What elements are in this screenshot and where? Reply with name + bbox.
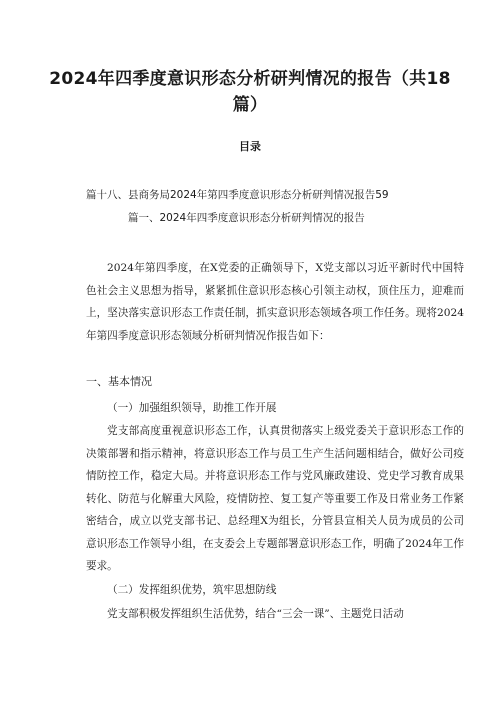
toc-heading: 目录 [239, 140, 261, 153]
body-paragraph: 党支部高度重视意识形态工作，认真贯彻落实上级党委关于意识形态工作的决策部署和指示精神，将意识形态工作与员工生产生活问题相结合，做好公司疫情防控工作，稳定大局。并将意识形态工作与党风廉政建设、党史学习教育成果转化、防范与化解重大风险，疫情防控、复工复产等重要工作及日常业务工作紧密结合，成立以党支部书记、总经理X为组长，分管县宣相关人员为成员的公司意识形态工作领导小组，在支委会上专题部署意识形态工作，明确了2024年工作要求。 [86, 425, 464, 572]
section-heading: 一、基本情况 [86, 375, 152, 388]
body-paragraph: 党支部积极发挥组织生活优势，结合“三会一课”、主题党日活动 [107, 608, 404, 620]
toc-entry[interactable]: 篇一、2024年四季度意识形态分析研判情况的报告 [128, 212, 365, 224]
intro-paragraph: 2024年第四季度，在X党委的正确领导下，X党支部以习近平新时代中国特色社会主义思想为指导，紧紧抓住意识形态核心引领主动权，顶住压力，迎难而上，坚决落实意识形态工作责任制，抓实意识形态领域各项工作任务。现将2024年第四季度意识形态领域分析研判情况作报告如下： [86, 262, 464, 342]
subsection-heading: （二）发挥组织优势，筑牢思想防线 [107, 584, 277, 596]
subsection-heading: （一）加强组织领导，助推工作开展 [107, 402, 277, 414]
document-title: 2024年四季度意识形态分析研判情况的报告（共18篇） [49, 69, 451, 115]
toc-entry[interactable]: 篇十八、县商务局2024年第四季度意识形态分析研判情况报告59 [86, 189, 389, 201]
